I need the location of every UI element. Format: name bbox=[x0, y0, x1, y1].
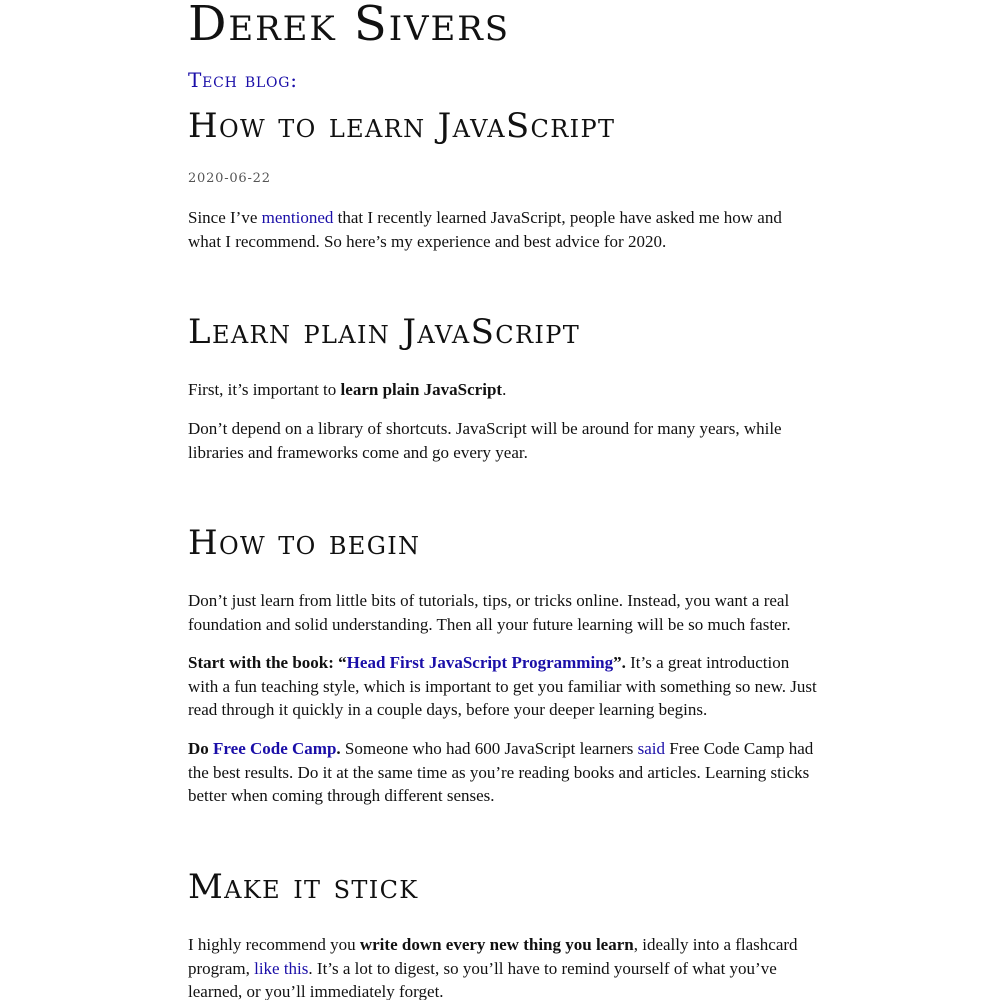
text: Free Code Camp had the best results. Do it at the same time as you’re reading books and articles. Learning sticks better when coming through different senses. bbox=[188, 739, 814, 805]
emphasis: ”. bbox=[613, 653, 626, 672]
paragraph: Don’t depend on a library of shortcuts. JavaScript will be around for many years, while libraries and frameworks come and go every year. bbox=[188, 419, 782, 462]
head-first-book-link[interactable] bbox=[347, 653, 613, 672]
emphasis: . bbox=[336, 739, 341, 758]
text: . bbox=[502, 380, 507, 399]
emphasis: Start with the book: “ bbox=[188, 653, 347, 672]
said-link[interactable]: said bbox=[637, 739, 666, 758]
paragraph bbox=[188, 737, 818, 808]
text: , ideally into a flashcard program, bbox=[188, 935, 798, 978]
text: . It’s a lot to digest, so you’ll have to remind yourself of what you’ve learned, or you’ll immediately forget. bbox=[188, 958, 777, 1000]
mentioned-link[interactable]: mentioned bbox=[261, 208, 334, 227]
link-text: Free Code Camp bbox=[213, 739, 337, 758]
intro-paragraph bbox=[188, 206, 818, 253]
tech-blog-link[interactable]: Tech blog: bbox=[188, 68, 298, 92]
section-heading-make-it-stick: Make it stick bbox=[188, 867, 419, 907]
section-heading-how-to-begin: How to begin bbox=[188, 523, 421, 563]
post-date: 2020-06-22 bbox=[188, 171, 271, 186]
text: that I recently learned JavaScript, people have asked me how and what I recommend. So here’s my experience and best advice for 2020. bbox=[188, 208, 782, 251]
link-text: Head First JavaScript Programming bbox=[346, 653, 614, 672]
paragraph bbox=[188, 933, 818, 1000]
paragraph: Don’t just learn from little bits of tutorials, tips, or tricks online. Instead, you want a real foundation and solid understanding. Then all your future learning will be so much faster. bbox=[188, 591, 791, 634]
paragraph bbox=[188, 651, 818, 722]
emphasis: Do bbox=[188, 739, 214, 758]
site-title bbox=[188, 0, 510, 52]
like-this-link[interactable]: like this bbox=[254, 958, 309, 978]
paragraph bbox=[188, 378, 818, 402]
text: It’s a great introduction with a fun teaching style, which is important to get you familiar with something so new. Just read through it quickly in a couple days, before your deeper learning begins. bbox=[188, 653, 817, 719]
site-title-link[interactable]: Derek Sivers bbox=[188, 0, 510, 52]
text: Since I’ve bbox=[188, 208, 262, 227]
emphasis: learn plain JavaScript bbox=[340, 380, 503, 399]
text: Someone who had 600 JavaScript learners bbox=[340, 739, 638, 758]
breadcrumb bbox=[188, 68, 298, 92]
emphasis: write down every new thing you learn bbox=[359, 935, 634, 954]
text: First, it’s important to bbox=[188, 380, 341, 399]
text: I highly recommend you bbox=[188, 935, 360, 954]
section-heading-learn-plain-javascript: Learn plain JavaScript bbox=[188, 312, 581, 352]
page-title: How to learn JavaScript bbox=[188, 106, 616, 146]
free-code-camp-link[interactable] bbox=[213, 739, 336, 758]
